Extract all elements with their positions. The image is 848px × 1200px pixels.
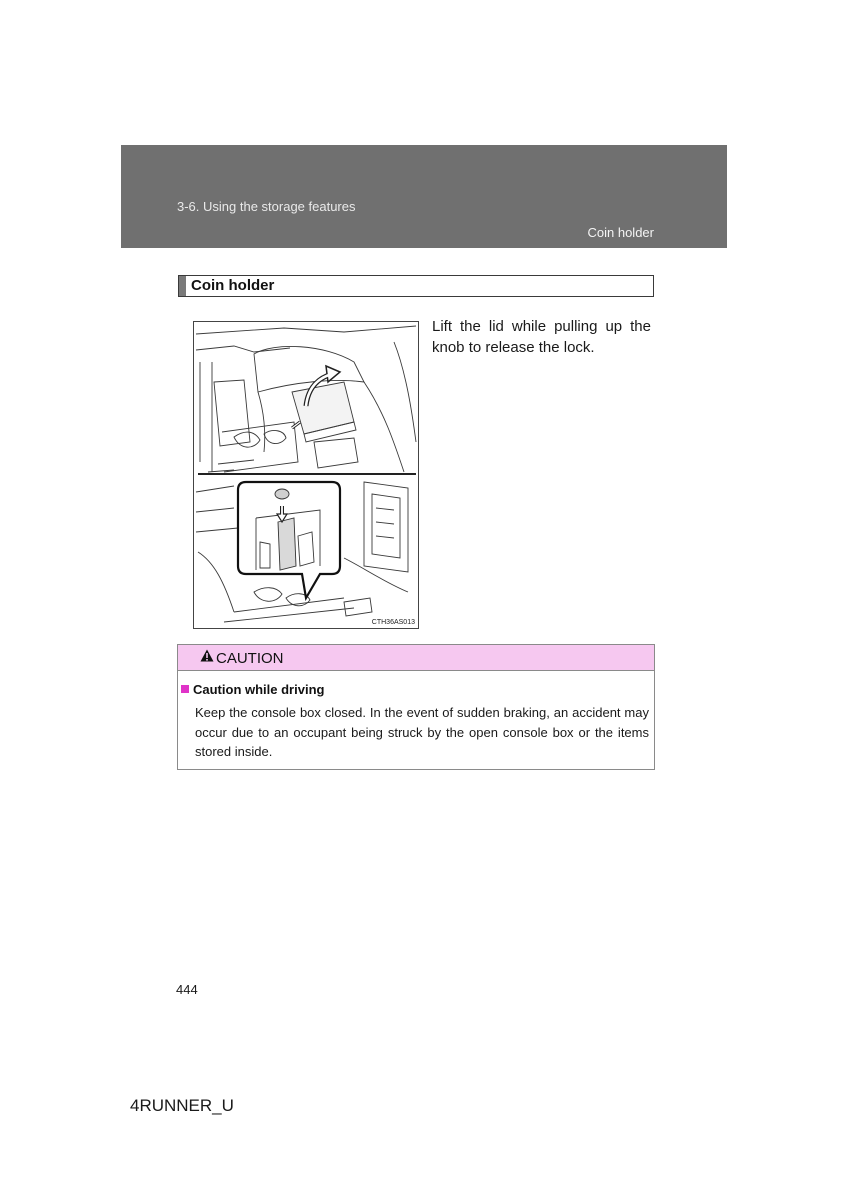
section-heading-title: Coin holder [191,277,275,294]
section-heading [178,275,654,297]
caution-subheading [181,682,324,697]
header-section-title: 3-6. Using the storage features [177,199,356,214]
header-topic-title: Coin holder [587,225,654,240]
document-id: 4RUNNER_U [130,1096,234,1115]
console-illustration [193,321,419,629]
console-line-drawing [194,322,418,628]
instruction-text: Lift the lid while pulling up the knob to release the lock. [432,318,651,356]
caution-box [177,644,655,770]
page-number: 444 [176,982,198,997]
square-bullet-icon [181,685,189,693]
caution-header [178,645,654,671]
caution-subheading-text: Caution while driving [193,682,325,697]
figure-code: CTH36AS013 [371,619,415,626]
caution-label: CAUTION [216,650,284,667]
section-heading-bar [179,276,186,296]
header-band [121,145,727,248]
warning-triangle-icon [200,649,214,662]
caution-body-text: Keep the console box closed. In the event of sudden braking, an accident may occur due to an occupant being struck by the open console box or the items stored inside. [195,705,649,759]
